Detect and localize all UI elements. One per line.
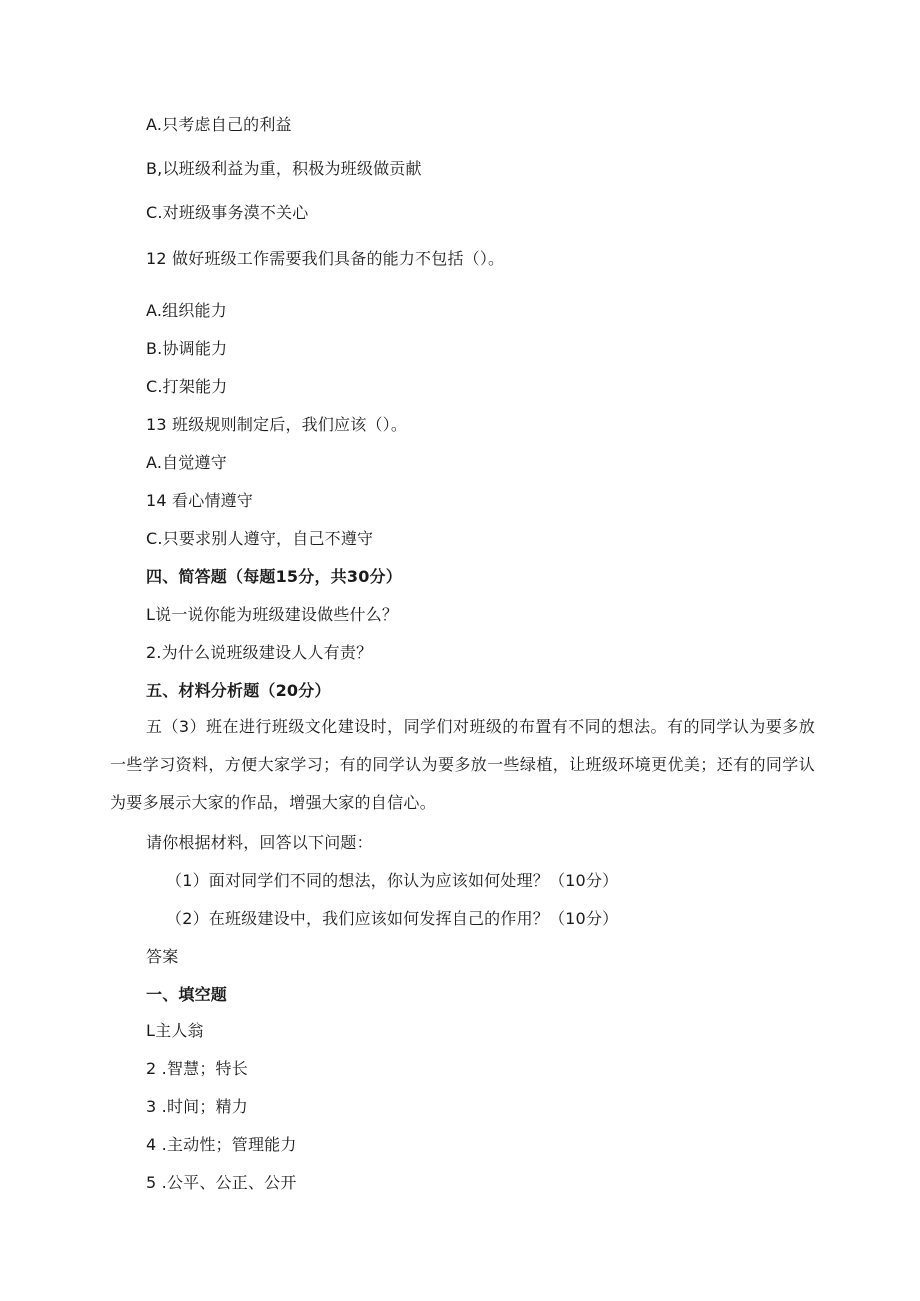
- option-13a: A.自觉遵守: [146, 453, 227, 472]
- answer-item-4: 4 .主动性；管理能力: [146, 1135, 297, 1154]
- option-13c: C.只要求别人遵守，自己不遵守: [146, 529, 374, 548]
- material-paragraph: 五（3）班在进行班级文化建设时，同学们对班级的布置有不同的想法。有的同学认为要多放一些学习资料，方便大家学习；有的同学认为要多放一些绿植，让班级环境更优美；还有的同学认为要多展示大家的作品，增强大家的自信心。: [110, 717, 815, 812]
- option-11c: C.对班级事务漠不关心: [146, 203, 309, 222]
- option-11a: A.只考虑自己的利益: [146, 115, 292, 134]
- option-12c: C.打架能力: [146, 377, 228, 396]
- answer-heading: 答案: [146, 947, 179, 966]
- option-12b: B.协调能力: [146, 339, 228, 358]
- answer-item-3: 3 .时间；精力: [146, 1097, 248, 1116]
- answer-item-2: 2 .智慧；特长: [146, 1059, 248, 1078]
- short-answer-q2: 2.为什么说班级建设人人有责？: [146, 643, 373, 662]
- section-heading-short-answer: 四、简答题（每题15分，共30分）: [146, 567, 402, 586]
- answer-item-1: L主人翁: [146, 1021, 204, 1040]
- material-question-2: （2）在班级建设中，我们应该如何发挥自己的作用？（10分）: [166, 909, 619, 928]
- short-answer-q1: L说一说你能为班级建设做些什么？: [146, 605, 399, 624]
- option-12a: A.组织能力: [146, 301, 227, 320]
- question-13: 13 班级规则制定后，我们应该（）。: [146, 415, 408, 434]
- option-13b: 14 看心情遵守: [146, 491, 254, 510]
- answer-section-heading: 一、填空题: [146, 985, 228, 1004]
- answer-item-5: 5 .公平、公正、公开: [146, 1173, 297, 1192]
- option-11b: B,以班级利益为重，积极为班级做贡献: [146, 159, 422, 178]
- question-12: 12 做好班级工作需要我们具备的能力不包括（）。: [146, 249, 505, 268]
- section-heading-material: 五、材料分析题（20分）: [146, 681, 331, 700]
- material-question-1: （1）面对同学们不同的想法，你认为应该如何处理？（10分）: [166, 871, 619, 890]
- material-prompt: 请你根据材料，回答以下问题：: [146, 833, 373, 852]
